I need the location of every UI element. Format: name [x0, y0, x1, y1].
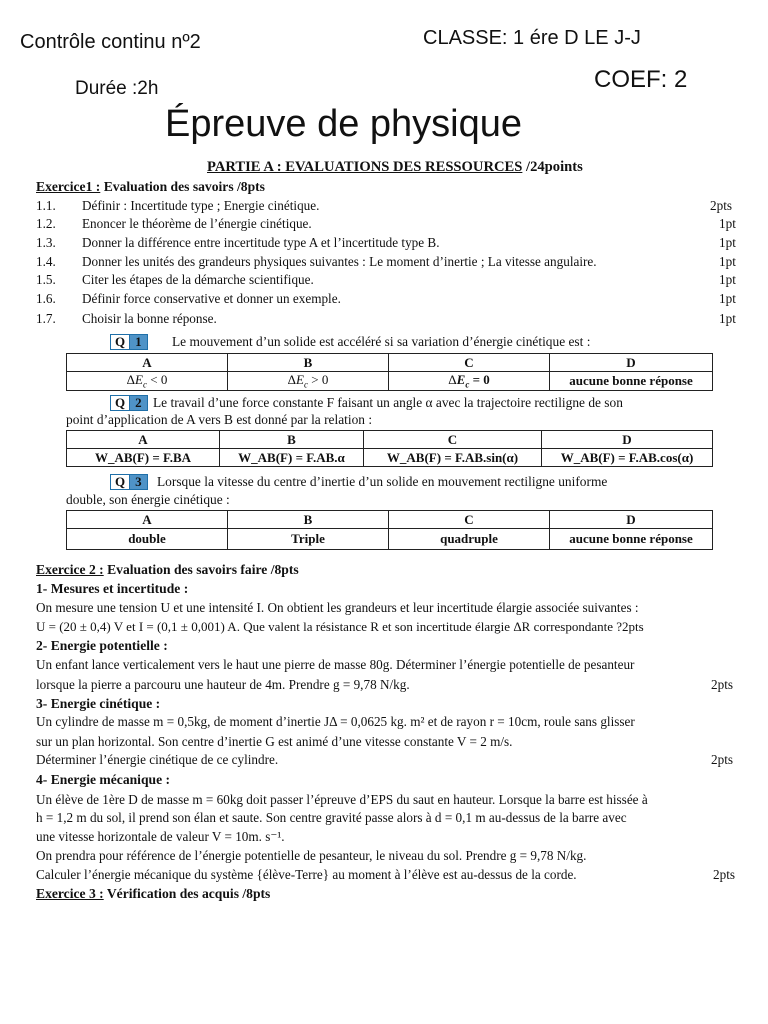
q2-text-line1: Le travail d’une force constante F faisant un angle α avec la trajectoire rectiligne de son	[153, 395, 623, 410]
item-text: Définir : Incertitude type ; Energie cinétique.	[82, 198, 320, 213]
q2-text-line2: point d’application de A vers B est donné par la relation :	[66, 412, 373, 427]
q1-badge	[110, 334, 148, 350]
exercise-3-heading	[36, 886, 270, 902]
exercise-2-subtitle: Evaluation des savoirs faire /8pts	[107, 562, 299, 577]
item-points: 2pts	[710, 198, 732, 213]
header-cell: C	[364, 431, 542, 449]
option-b[interactable]: Triple	[228, 529, 389, 550]
item-number: 1.1.	[36, 198, 56, 213]
q3-text-line2: double, son énergie cinétique :	[66, 492, 230, 507]
section-4-line2: h = 1,2 m du sol, il prend son élan et saute. Son centre gravité passe alors à d = 0,1 m au-dessus de la barre avec	[36, 810, 627, 825]
exercise-1-heading	[36, 179, 265, 195]
exercise-3-subtitle: Vérification des acquis /8pts	[106, 886, 271, 901]
section-1-line1: On mesure une tension U et une intensité I. On obtient les grandeurs et leur incertitude élargie associée suivantes :	[36, 600, 639, 615]
q2-table	[66, 430, 713, 467]
exercise-2-title: Exercice 2 :	[36, 562, 104, 577]
section-4-points: 2pts	[713, 867, 735, 882]
table-header-row	[67, 431, 713, 449]
section-3-points: 2pts	[711, 752, 733, 767]
option-a[interactable]: double	[67, 529, 228, 550]
partie-a-points: /24points	[526, 159, 583, 175]
header-cell: A	[67, 511, 228, 529]
option-b[interactable]: $\Delta E_c > 0$	[228, 372, 389, 391]
header-cell: B	[228, 511, 389, 529]
exercise-2-heading	[36, 562, 299, 578]
page-title: Épreuve de physique	[165, 103, 523, 145]
section-2-line1: Un enfant lance verticalement vers le haut une pierre de masse 80g. Déterminer l’énergie potentielle de pesanteur	[36, 657, 635, 672]
section-4-line4: On prendra pour référence de l’énergie potentielle de pesanteur, le niveau du sol. Prendre g = 9,78 N/kg.	[36, 848, 587, 863]
section-4-line1: Un élève de 1ère D de masse m = 60kg doit passer l’épreuve d’EPS du saut en hauteur. Lorsque la barre est hissée à	[36, 792, 648, 807]
item-points: 1pt	[719, 216, 736, 231]
header-left-title: Contrôle continu nº2	[20, 31, 201, 53]
option-c[interactable]: quadruple	[389, 529, 550, 550]
table-row	[67, 449, 713, 467]
section-2-points: 2pts	[711, 677, 733, 692]
q3-table	[66, 510, 713, 550]
item-number: 1.4.	[36, 254, 56, 269]
item-text: Donner les unités des grandeurs physiques suivantes : Le moment d’inertie ; La vitesse angulaire.	[82, 254, 597, 269]
section-2-title: 2- Energie potentielle :	[36, 638, 168, 653]
partie-a-title	[207, 159, 583, 176]
option-a[interactable]: $\Delta E_c < 0$	[67, 372, 228, 391]
option-d[interactable]: W_AB(F) = F.AB.cos(α)	[542, 449, 713, 467]
item-points: 1pt	[719, 254, 736, 269]
section-3-line1: Un cylindre de masse m = 0,5kg, de moment d’inertie JΔ = 0,0625 kg. m² et de rayon r = 10cm, roule sans glisser	[36, 714, 635, 729]
header-cell: B	[228, 354, 389, 372]
option-d[interactable]: aucune bonne réponse	[550, 372, 713, 391]
section-4-line5: Calculer l’énergie mécanique du système {élève-Terre} au moment à l’élève est au-dessus de la corde.	[36, 867, 577, 882]
exercise-1-subtitle: Evaluation des savoirs /8pts	[103, 179, 265, 194]
option-d[interactable]: aucune bonne réponse	[550, 529, 713, 550]
item-number: 1.2.	[36, 216, 56, 231]
table-header-row	[67, 354, 713, 372]
table-row	[67, 372, 713, 391]
q1-text: Le mouvement d’un solide est accéléré si sa variation d’énergie cinétique est :	[172, 334, 591, 349]
q1-table	[66, 353, 713, 391]
item-points: 1pt	[719, 311, 736, 326]
exercise-3-title: Exercice 3 :	[36, 886, 104, 901]
table-row	[67, 529, 713, 550]
header-class: CLASSE: 1 ére D LE J-J	[423, 27, 641, 49]
header-cell: D	[550, 511, 713, 529]
q-label: Q	[110, 334, 130, 350]
header-cell: C	[389, 511, 550, 529]
partie-a-label: PARTIE A : EVALUATIONS DES RESSOURCES	[207, 159, 523, 175]
q-label: Q	[110, 474, 130, 490]
option-c[interactable]: $\Delta E_c = 0$	[389, 372, 550, 391]
exercise-1-title: Exercice1 :	[36, 179, 101, 194]
q2-badge	[110, 395, 148, 411]
table-header-row	[67, 511, 713, 529]
section-4-line3: une vitesse horizontale de valeur V = 10m. s⁻¹.	[36, 829, 285, 844]
section-1-line2: U = (20 ± 0,4) V et I = (0,1 ± 0,001) A. Que valent la résistance R et son incertitude élargie ΔR correspondante ?2pts	[36, 619, 644, 634]
item-text: Citer les étapes de la démarche scientifique.	[82, 272, 314, 287]
section-2-line2: lorsque la pierre a parcouru une hauteur de 4m. Prendre g = 9,78 N/kg.	[36, 677, 410, 692]
item-number: 1.6.	[36, 291, 56, 306]
section-4-title: 4- Energie mécanique :	[36, 772, 171, 787]
item-text: Définir force conservative et donner un exemple.	[82, 291, 341, 306]
item-points: 1pt	[719, 291, 736, 306]
q-label: Q	[110, 395, 130, 411]
header-cell: D	[550, 354, 713, 372]
item-text: Enoncer le théorème de l’énergie cinétique.	[82, 216, 312, 231]
section-3-line3: Déterminer l’énergie cinétique de ce cylindre.	[36, 752, 279, 767]
header-cell: A	[67, 354, 228, 372]
header-duration: Durée :2h	[75, 78, 159, 99]
header-cell: D	[542, 431, 713, 449]
header-cell: B	[220, 431, 364, 449]
section-3-title: 3- Energie cinétique :	[36, 696, 161, 711]
q-number: 1	[130, 334, 148, 350]
section-1-title: 1- Mesures et incertitude :	[36, 581, 189, 596]
item-number: 1.3.	[36, 235, 56, 250]
item-text: Choisir la bonne réponse.	[82, 311, 217, 326]
header-coef: COEF: 2	[594, 66, 688, 93]
section-3-line2: sur un plan horizontal. Son centre d’inertie G est animé d’une vitesse constante V = 2 m/s.	[36, 734, 513, 749]
option-c[interactable]: W_AB(F) = F.AB.sin(α)	[364, 449, 542, 467]
item-text: Donner la différence entre incertitude type A et l’incertitude type B.	[82, 235, 440, 250]
option-b[interactable]: W_AB(F) = F.AB.α	[220, 449, 364, 467]
q-number: 2	[130, 395, 148, 411]
option-a[interactable]: W_AB(F) = F.BA	[67, 449, 220, 467]
q3-text-line1: Lorsque la vitesse du centre d’inertie d’un solide en mouvement rectiligne uniforme	[157, 474, 608, 489]
item-number: 1.5.	[36, 272, 56, 287]
header-cell: A	[67, 431, 220, 449]
header-cell: C	[389, 354, 550, 372]
item-points: 1pt	[719, 235, 736, 250]
item-points: 1pt	[719, 272, 736, 287]
item-number: 1.7.	[36, 311, 56, 326]
q3-badge	[110, 474, 148, 490]
q-number: 3	[130, 474, 148, 490]
